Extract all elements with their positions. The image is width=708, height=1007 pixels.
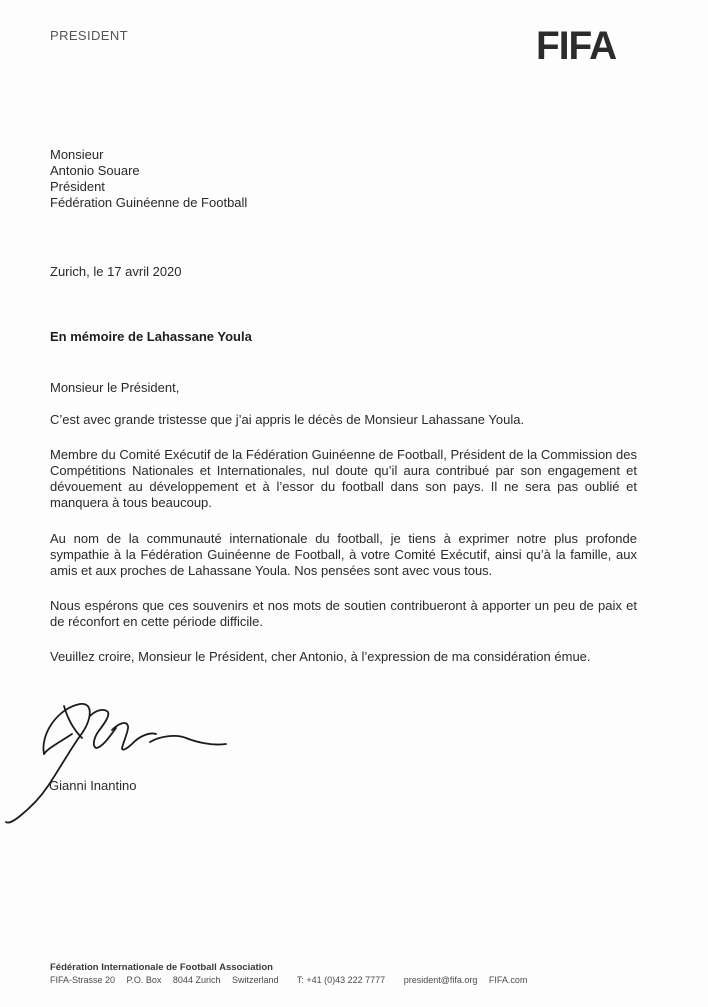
closing-paragraph: Veuillez croire, Monsieur le Président, cher Antonio, à l’expression de ma considération émue.: [50, 649, 591, 664]
recipient-line: Président: [50, 179, 105, 194]
letter-greeting: Monsieur le Président,: [50, 380, 180, 395]
footer-email: president@fifa.org: [403, 975, 478, 985]
footer-street: FIFA-Strasse 20: [50, 975, 116, 985]
footer-phone: T: +41 (0)43 222 7777: [296, 975, 386, 985]
recipient-line: Fédération Guinéenne de Football: [50, 195, 248, 210]
footer-postal: 8044 Zurich: [172, 975, 221, 985]
recipient-line: Antonio Souare: [50, 163, 140, 178]
footer-contact: [50, 975, 536, 985]
letter-subject: En mémoire de Lahassane Youla: [50, 329, 252, 344]
recipient-address: [50, 147, 247, 211]
header-title: PRESIDENT: [50, 28, 129, 43]
footer-website: FIFA.com: [488, 975, 528, 985]
letter-date: Zurich, le 17 avril 2020: [50, 264, 182, 279]
fifa-logo: FIFA: [536, 24, 617, 68]
signer-name: Gianni Inantino: [49, 778, 137, 793]
recipient-line: Monsieur: [50, 147, 104, 162]
footer-country: Switzerland: [231, 975, 279, 985]
body-paragraph-4: Nous espérons que ces souvenirs et nos mots de soutien contribueront à apporter un peu de paix et de réconfort en cette période difficile.: [50, 598, 637, 629]
footer-organization: Fédération Internationale de Football Association: [50, 962, 273, 973]
footer-po-box: P.O. Box: [126, 975, 162, 985]
body-paragraph-2: Membre du Comité Exécutif de la Fédération Guinéenne de Football, Président de la Commission des Compétitions Nationales et Internationales, nul doute qu’il aura contribué par son engagement et dévouement au développement et à l’essor du football dans son pays. Il ne sera pas oublié et manquera à tous beaucoup.: [50, 447, 637, 510]
body-paragraph-1: C’est avec grande tristesse que j’ai appris le décès de Monsieur Lahassane Youla.: [50, 412, 525, 427]
body-paragraph-3: Au nom de la communauté internationale du football, je tiens à exprimer notre plus profonde sympathie à la Fédération Guinéenne de Football, à votre Comité Exécutif, ainsi qu’à la famille, aux amis et aux proches de Lahassane Youla. Nos pensées sont avec vous tous.: [50, 531, 637, 578]
handwritten-signature: [0, 690, 230, 830]
